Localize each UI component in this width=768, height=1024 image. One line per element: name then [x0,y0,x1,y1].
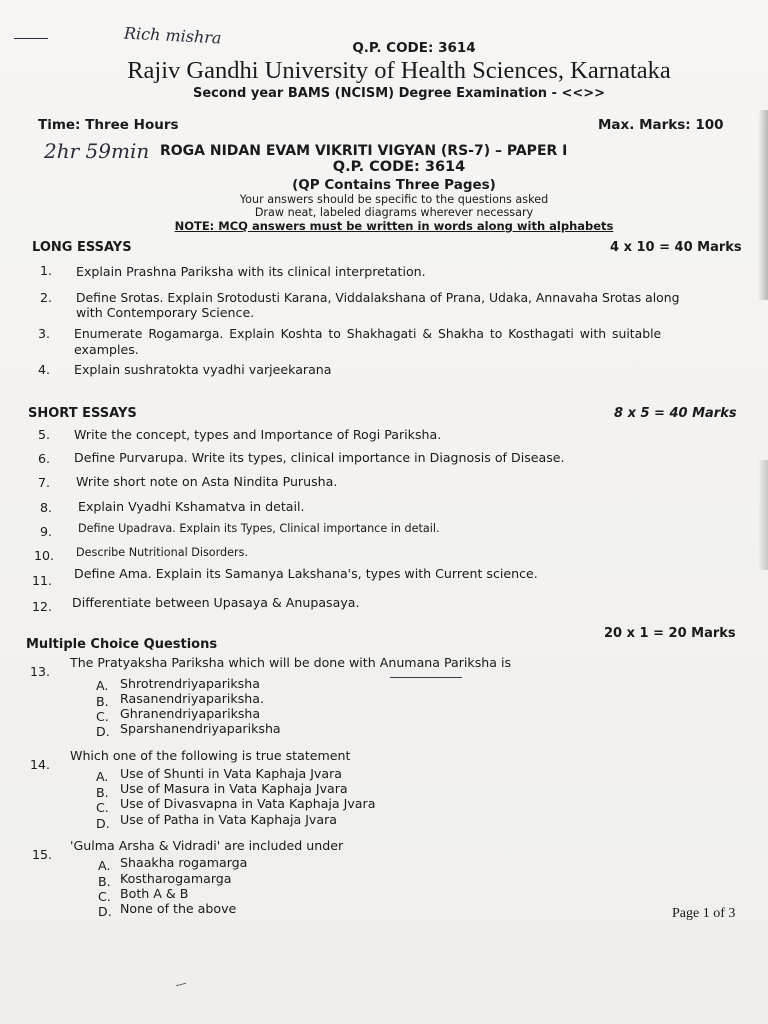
question-number: 8. [40,500,53,515]
question-number: 3. [38,326,51,341]
university-name: Rajiv Gandhi University of Health Sciences, Karnataka [127,57,671,84]
time-label: Time: Three Hours [38,117,179,133]
pen-underline-mark [390,677,462,678]
question-text: Differentiate between Upasaya & Anupasaya. [72,595,360,610]
question-number: 4. [38,362,51,377]
question-number: 13. [30,664,51,679]
page-number: Page 1 of 3 [672,906,736,921]
question-number: 11. [32,573,53,588]
option-letter: C. [98,889,111,904]
option-text: Shaakha rogamarga [120,855,248,870]
option-letter: C. [96,800,109,815]
option-text: Use of Shunti in Vata Kaphaja Jvara [120,766,342,781]
subject-title: ROGA NIDAN EVAM VIKRITI VIGYAN (RS-7) – PAPER I [160,143,568,159]
paper-edge-shadow-2 [758,460,768,570]
exam-title: Second year BAMS (NCISM) Degree Examination - <<>> [192,86,606,101]
question-number: 14. [30,757,51,772]
question-text: Define Upadrava. Explain its Types, Clinical importance in detail. [78,522,440,535]
question-text: Which one of the following is true statement [70,748,351,763]
option-letter: C. [96,709,109,724]
option-text: Both A & B [120,886,189,901]
question-number: 7. [38,475,51,490]
question-text: Explain Prashna Pariksha with its clinical interpretation. [76,264,426,279]
option-text: None of the above [120,901,237,916]
max-marks: Max. Marks: 100 [598,117,724,133]
handwritten-time-note: 2hr 59min [44,139,150,163]
mcq-note: NOTE: MCQ answers must be written in words along with alphabets [174,219,614,233]
question-text: Enumerate Rogamarga. Explain Koshta to Shakhagati & Shakha to Kosthagati with suitable [74,326,662,341]
handwritten-signature: Rich mishra [123,23,222,48]
option-text: Sparshanendriyapariksha [120,721,281,736]
option-letter: A. [98,858,111,873]
option-text: Shrotrendriyapariksha [120,676,260,691]
question-text: Define Ama. Explain its Samanya Lakshana's, types with Current science. [74,566,538,581]
question-text-continued: with Contemporary Science. [76,305,255,320]
long-essays-heading: LONG ESSAYS [32,240,132,255]
question-text: The Pratyaksha Pariksha which will be done with Anumana Pariksha is [70,655,512,670]
question-text: Describe Nutritional Disorders. [76,546,248,559]
question-text-continued: examples. [74,342,139,357]
mcq-heading: Multiple Choice Questions [26,637,218,652]
option-text: Use of Divasvapna in Vata Kaphaja Jvara [120,796,376,811]
option-letter: D. [96,724,110,739]
question-number: 15. [32,847,53,862]
question-number: 6. [38,451,51,466]
question-text: Define Purvarupa. Write its types, clinical importance in Diagnosis of Disease. [74,450,565,465]
question-text: Write the concept, types and Importance of Rogi Pariksha. [74,427,442,442]
option-text: Use of Patha in Vata Kaphaja Jvara [120,812,338,827]
question-text: Explain sushratokta vyadhi varjeekarana [74,362,332,377]
option-letter: B. [98,874,111,889]
question-number: 9. [40,524,53,539]
short-essays-marks: 8 x 5 = 40 Marks [614,406,737,421]
option-letter: D. [96,816,110,831]
option-letter: B. [96,785,109,800]
instruction-diagrams: Draw neat, labeled diagrams wherever necessary [254,206,534,219]
option-text: Rasanendriyapariksha. [120,691,264,706]
handwritten-dash [14,38,48,39]
question-text: 'Gulma Arsha & Vidradi' are included under [70,838,344,853]
option-letter: A. [96,678,109,693]
question-number: 10. [34,548,55,563]
option-text: Kostharogamarga [120,871,232,886]
instruction-specific: Your answers should be specific to the questions asked [239,193,549,206]
option-text: Use of Masura in Vata Kaphaja Jvara [120,781,348,796]
short-essays-heading: SHORT ESSAYS [28,406,137,421]
mcq-marks: 20 x 1 = 20 Marks [604,626,736,641]
question-text: Define Srotas. Explain Srotodusti Karana, Viddalakshana of Prana, Udaka, Annavaha Srotas along [76,290,680,305]
long-essays-marks: 4 x 10 = 40 Marks [610,240,742,255]
option-letter: A. [96,769,109,784]
qp-code-top: Q.P. CODE: 3614 [352,40,476,56]
option-text: Ghranendriyapariksha [120,706,261,721]
pages-note: (QP Contains Three Pages) [292,177,496,193]
option-letter: D. [98,904,112,919]
question-text: Write short note on Asta Nindita Purusha. [76,474,338,489]
option-letter: B. [96,694,109,709]
question-text: Explain Vyadhi Kshamatva in detail. [78,499,305,514]
qp-code: Q.P. CODE: 3614 [332,159,466,175]
question-number: 2. [40,290,53,305]
question-number: 1. [40,263,53,278]
question-number: 12. [32,599,53,614]
stray-mark [176,983,186,987]
question-number: 5. [38,427,51,442]
